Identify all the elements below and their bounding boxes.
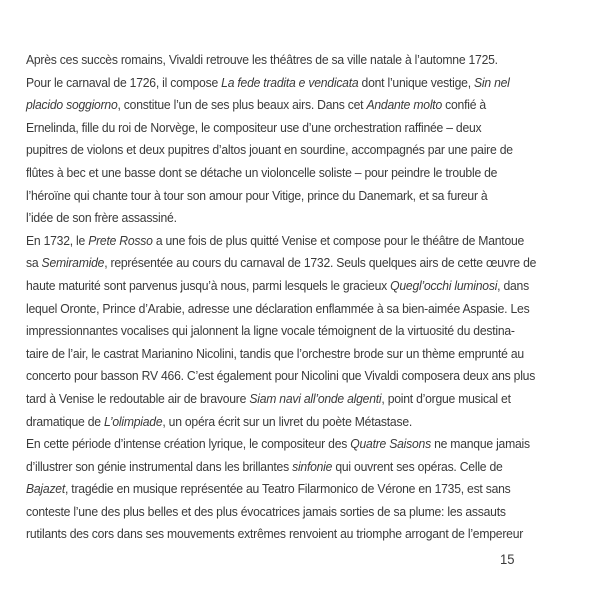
text-segment: En 1732, le: [26, 232, 89, 248]
text-line: [26, 275, 529, 298]
text-segment: , constitue l’un de ses plus beaux airs. Dans cet: [117, 97, 367, 113]
text-line: [26, 185, 491, 208]
text-line: [26, 343, 524, 366]
text-segment: , un opéra écrit sur un livret du poète Métastase.: [162, 413, 413, 429]
text-line: [26, 230, 525, 253]
text-segment: d’illustrer son génie instrumental dans les brillantes: [26, 458, 293, 474]
italic-title-text: placido soggiorno: [26, 97, 118, 113]
text-segment: l’idée de son frère assassiné.: [26, 210, 177, 226]
italic-title-text: La fede tradita e vendicata: [221, 74, 359, 90]
text-segment: ne manque jamais: [430, 436, 530, 452]
text-segment: rutilants des cors dans ses mouvements extrêmes renvoient au triomphe arrogant de l’empereur: [26, 526, 524, 542]
italic-title-text: Andante molto: [366, 97, 443, 113]
italic-title-text: Quegl’occhi luminosi: [390, 277, 498, 293]
text-segment: taire de l’air, le castrat Marianino Nicolini, tandis que l’orchestre brode sur un thème emprunté au: [26, 345, 524, 361]
text-line: [26, 298, 530, 321]
text-segment: , point d’orgue musical et: [381, 390, 511, 406]
text-segment: , représentée au cours du carnaval de 1732. Seuls quelques airs de cette œuvre de: [104, 255, 537, 271]
text-segment: qui ouvrent ses opéras. Celle de: [332, 458, 503, 474]
text-segment: confié à: [442, 97, 486, 113]
text-segment: dont l’unique vestige,: [358, 74, 475, 90]
text-line: [26, 72, 510, 95]
text-line: [26, 49, 498, 72]
text-segment: lequel Oronte, Prince d’Arabie, adresse une déclaration enflammée à sa bien-aimée Aspasie. Les: [26, 300, 530, 316]
text-line: [26, 139, 513, 162]
text-line: [26, 117, 491, 140]
text-line: [26, 388, 511, 411]
text-line: [26, 162, 498, 185]
text-line: [26, 478, 511, 501]
text-line: [26, 207, 491, 230]
italic-title-text: Siam navi all’onde algenti: [249, 390, 382, 406]
text-segment: pupitres de violons et deux pupitres d’altos jouant en sourdine, accompagnés par une paire de: [26, 142, 513, 158]
italic-title-text: Semiramide: [41, 255, 105, 271]
italic-title-text: Bajazet: [26, 481, 66, 497]
page-number: 15: [500, 551, 515, 567]
text-line: [26, 501, 506, 524]
text-segment: tard à Venise le redoutable air de bravoure: [26, 390, 250, 406]
text-segment: dramatique de: [26, 413, 104, 429]
text-segment: conteste l’une des plus belles et des plus évocatrices jamais sorties de sa plume: les assauts: [26, 503, 506, 519]
text-segment: En cette période d’intense création lyrique, le compositeur des: [26, 436, 351, 452]
text-line: [26, 411, 491, 434]
text-line: [26, 365, 536, 388]
italic-title-text: Prete Rosso: [88, 232, 153, 248]
text-segment: concerto pour basson RV 466. C’est également pour Nicolini que Vivaldi composera deux ans plus: [26, 368, 536, 384]
text-segment: Après ces succès romains, Vivaldi retrouve les théâtres de sa ville natale à l’automne 1725.: [26, 52, 498, 67]
text-segment: , tragédie en musique représentée au Teatro Filarmonico de Vérone en 1735, est sans: [65, 481, 511, 497]
text-line: [26, 94, 491, 117]
italic-title-text: sinfonie: [292, 458, 333, 474]
text-line: [26, 456, 503, 479]
text-line: [26, 320, 515, 343]
text-segment: , dans: [497, 277, 529, 293]
body-text: [26, 49, 537, 546]
text-segment: flûtes à bec et une basse dont se détache un violoncelle soliste – pour peindre le trouble de: [26, 164, 498, 180]
italic-title-text: Quatre Saisons: [350, 436, 431, 452]
text-segment: Pour le carnaval de 1726, il compose: [26, 74, 222, 90]
text-line: [26, 433, 530, 456]
italic-title-text: Sin nel: [474, 74, 510, 90]
text-line: [26, 252, 537, 275]
text-segment: Ernelinda, fille du roi de Norvège, le compositeur use d’une orchestration raffinée – deux: [26, 119, 482, 135]
text-segment: l’héroïne qui chante tour à tour son amour pour Vitige, prince du Danemark, et sa fureur à: [26, 187, 488, 203]
text-segment: haute maturité sont parvenus jusqu’à nous, parmi lesquels le gracieux: [26, 277, 391, 293]
text-segment: impressionnantes vocalises qui jalonnent la ligne vocale témoignent de la virtuosité du destina-: [26, 323, 515, 339]
text-segment: a une fois de plus quitté Venise et compose pour le théâtre de Mantoue: [152, 232, 525, 248]
text-line: [26, 523, 524, 546]
italic-title-text: L’olimpiade: [103, 413, 163, 429]
text-segment: sa: [26, 255, 42, 271]
